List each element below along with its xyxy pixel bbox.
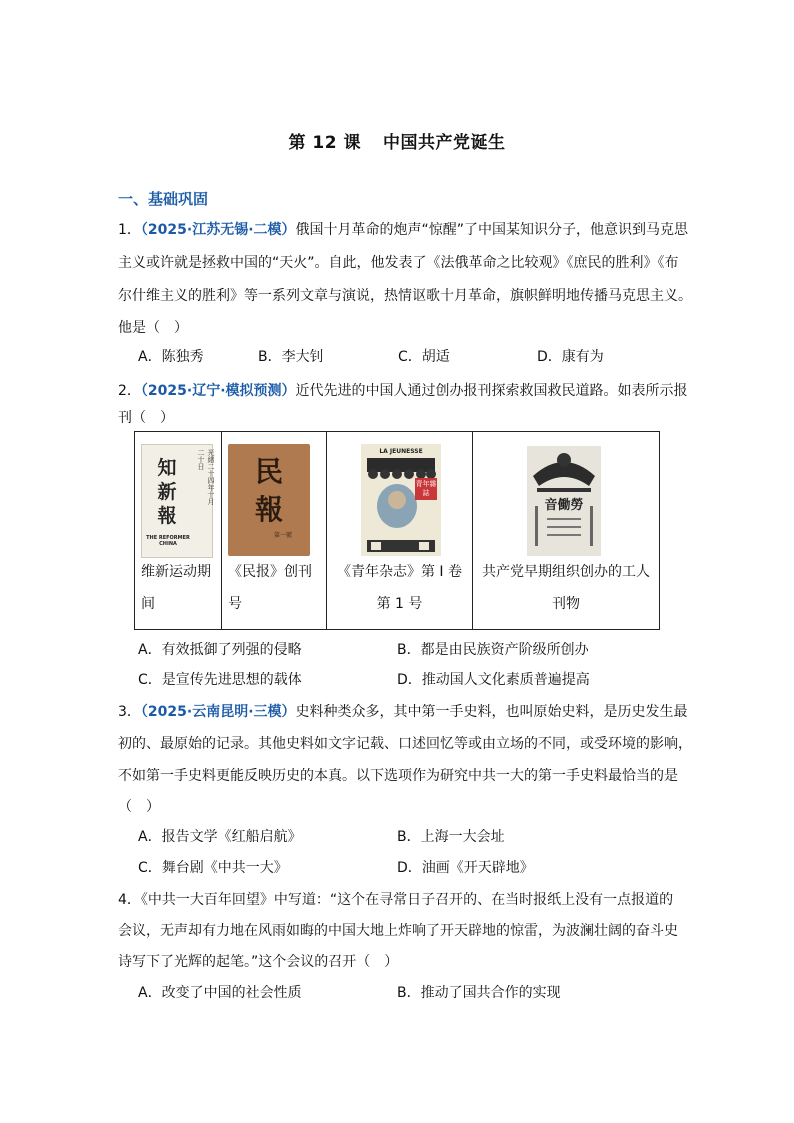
caption-line: 共产党早期组织创办的工人	[482, 564, 650, 580]
question-number: 4．	[118, 892, 141, 908]
question-2-line-1: 2．（2025·辽宁·模拟预测）近代先进的中国人通过创办报刊探索救国救民道路。如表所示报	[118, 383, 688, 399]
question-3-option-c[interactable]: C．舞台剧《中共一大》	[138, 860, 288, 876]
question-number: 1．	[118, 222, 141, 238]
laodongyin-cover-image: 音働勞	[527, 446, 601, 556]
question-3-line-3: 不如第一手史料更能反映历史的本真。以下选项作为研究中共一大的第一手史料最恰当的是	[118, 768, 678, 784]
portrait-illustration	[361, 444, 441, 556]
question-2-option-b[interactable]: B．都是由民族资产阶级所创办	[397, 642, 589, 658]
question-1-option-c[interactable]: C．胡适	[398, 349, 450, 365]
caption-line: 号	[228, 596, 242, 612]
caption-line: 刊物	[552, 596, 580, 612]
question-1-line-3: 尔什维主义的胜利》等一系列文章与演说，热情讴歌十月革命，旗帜鲜明地传播马克思主义。	[118, 288, 692, 304]
question-4-line-1: 4．《中共一大百年回望》中写道：“这个在寻常日子召开的、在当时报纸上没有一点报道的	[118, 892, 674, 908]
caption-line: 《民报》创刊	[228, 564, 312, 580]
question-number: 3．	[118, 704, 141, 720]
source-tag: （2025·辽宁·模拟预测）	[140, 383, 296, 399]
question-1-option-d[interactable]: D．康有为	[537, 349, 604, 365]
question-2-option-c[interactable]: C．是宣传先进思想的载体	[138, 672, 302, 688]
caption-line: 维新运动期	[141, 564, 211, 580]
lesson-name: 中国共产党诞生	[383, 133, 506, 153]
question-number: 2．	[118, 383, 141, 399]
table-cell	[327, 432, 473, 630]
question-4-line-3: 诗写下了光辉的起笔。”这个会议的召开（ ）	[118, 954, 399, 970]
question-1-option-b[interactable]: B．李大钊	[258, 349, 324, 365]
question-2-option-a[interactable]: A．有效抵御了列强的侵略	[138, 642, 302, 658]
caption-line: 间	[141, 596, 155, 612]
question-1-option-a[interactable]: A．陈独秀	[138, 349, 204, 365]
caption-line: 《青年杂志》第 I 卷	[336, 564, 463, 580]
source-tag: （2025·云南昆明·三模）	[140, 704, 296, 720]
table-cell	[473, 432, 660, 630]
question-3-line-2: 初的、最原始的记录。其他史料如文字记载、口述回忆等或由立场的不同，或受环境的影响，	[118, 736, 692, 752]
question-1-line-1: 1．（2025·江苏无锡·二模）俄国十月革命的炮声“惊醒”了中国某知识分子，他意识到马克思	[118, 222, 689, 238]
question-3-option-d[interactable]: D．油画《开天辟地》	[397, 860, 534, 876]
question-2-line-2: 刊（ ）	[118, 410, 174, 426]
question-3-option-a[interactable]: A．报告文学《红船启航》	[138, 829, 302, 845]
question-3-line-4: （ ）	[118, 799, 160, 815]
question-1-line-4: 他是（ ）	[118, 320, 188, 336]
question-3-line-1: 3．（2025·云南昆明·三模）史料种类众多，其中第一手史料，也叫原始史料，是历史发生最	[118, 704, 688, 720]
question-2-option-d[interactable]: D．推动国人文化素质普遍提高	[397, 672, 590, 688]
source-tag: （2025·江苏无锡·二模）	[140, 222, 296, 238]
question-3-option-b[interactable]: B．上海一大会址	[397, 829, 505, 845]
page-title	[0, 128, 794, 153]
caption-line: 第 1 号	[376, 596, 423, 612]
table-cell	[222, 432, 327, 630]
minbao-cover-image: 民 報 第一號	[228, 444, 310, 556]
question-4-line-2: 会议，无声却有力地在风雨如晦的中国大地上炸响了开天辟地的惊雷，为波澜壮阔的奋斗史	[118, 923, 678, 939]
table-cell	[135, 432, 222, 630]
zhixinbao-newspaper-image: 知 新 報 光緒二十四年十月二十日 THE REFORMER CHINA	[141, 444, 213, 558]
la-jeunesse-cover-image: LA JEUNESSE 青年雜誌	[361, 444, 441, 556]
section-heading: 一、基础巩固	[118, 190, 209, 208]
question-1-line-2: 主义或许就是拯救中国的“天火”。自此，他发表了《法俄革命之比较观》《庶民的胜利》《布	[118, 255, 679, 271]
question-4-option-a[interactable]: A．改变了中国的社会性质	[138, 985, 302, 1001]
newspaper-table	[134, 431, 660, 630]
lesson-number: 第 12 课	[288, 133, 361, 153]
question-4-option-b[interactable]: B．推动了国共合作的实现	[397, 985, 561, 1001]
